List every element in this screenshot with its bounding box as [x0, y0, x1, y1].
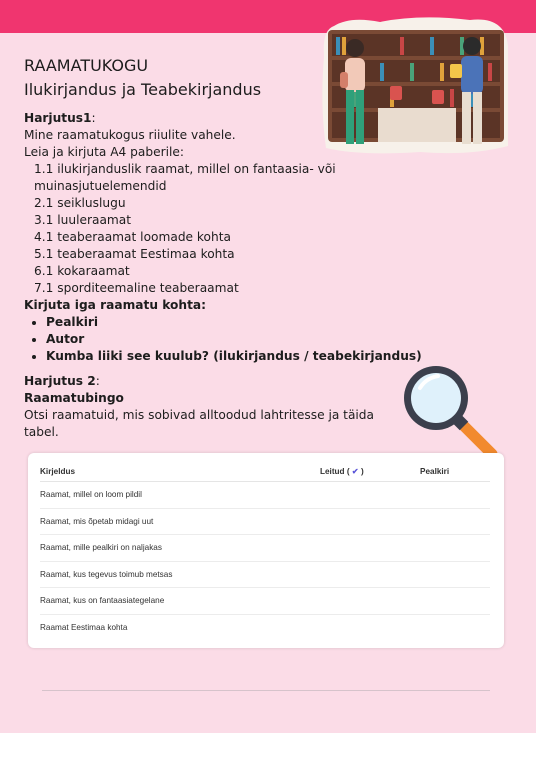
row-description: Raamat, kus on fantaasiategelane: [40, 588, 320, 615]
field-item: • Autor: [46, 331, 444, 348]
exercise-1-instruction: Kirjuta iga raamatu kohta:: [24, 298, 207, 312]
exercise-2-instruction: Otsi raamatuid, mis sobivad alltoodud lahtritesse ja täida tabel.: [24, 408, 375, 439]
title-cell[interactable]: [420, 561, 490, 588]
task-item: 4.1 teaberaamat loomade kohta: [34, 230, 231, 244]
task-list: [24, 161, 444, 297]
title-cell[interactable]: [420, 482, 490, 509]
title-cell[interactable]: [420, 588, 490, 615]
table-row: [40, 588, 490, 615]
checkmark-icon: ✔: [351, 467, 359, 476]
page-title: RAAMATUKOGU: [24, 56, 149, 75]
row-description: Raamat Eestimaa kohta: [40, 622, 128, 632]
table-row: [40, 535, 490, 562]
row-description: Raamat, kus tegevus toimub metsas: [40, 561, 320, 588]
exercise-1-intro-1: Mine raamatukogus riiulite vahele.: [24, 128, 236, 142]
exercise-2-name: Raamatubingo: [24, 391, 124, 405]
bingo-table: [40, 461, 490, 640]
field-item: • Kumba liiki see kuulub? (ilukirjandus / teabekirjandus): [46, 348, 444, 365]
task-item: 1.1 ilukirjanduslik raamat, millel on fantaasia- või muinasjutuelemendid: [34, 162, 336, 193]
column-header-title: Pealkiri: [420, 461, 490, 482]
exercise-1-intro-2: Leia ja kirjuta A4 paberile:: [24, 145, 185, 159]
found-cell[interactable]: [320, 614, 420, 640]
title-cell[interactable]: [420, 614, 490, 640]
task-item: 6.1 kokaraamat: [34, 264, 130, 278]
table-row: [40, 561, 490, 588]
found-cell[interactable]: [320, 508, 420, 535]
row-description: Raamat, millel on loom pildil: [40, 482, 320, 509]
table-row: [40, 482, 490, 509]
task-item: 5.1 teaberaamat Eestimaa kohta: [34, 247, 235, 261]
page-subtitle: Ilukirjandus ja Teabekirjandus: [24, 80, 262, 99]
field-item: • Pealkiri: [46, 314, 444, 331]
table-row: [40, 614, 490, 640]
title-cell[interactable]: [420, 508, 490, 535]
found-cell[interactable]: [320, 482, 420, 509]
exercise-2-heading: Harjutus 2: [24, 374, 96, 388]
row-description: Raamat, mille pealkiri on naljakas: [40, 535, 320, 562]
column-header-description: Kirjeldus: [40, 461, 320, 482]
found-header-label: Leitud (: [320, 467, 350, 476]
bingo-card: [28, 453, 504, 648]
table-header-row: [40, 461, 490, 482]
table-row: [40, 508, 490, 535]
found-cell[interactable]: [320, 535, 420, 562]
task-item: 2.1 seikluslugu: [34, 196, 126, 210]
field-list: [24, 314, 444, 365]
exercise-2-heading-colon: :: [95, 374, 100, 388]
task-item: 7.1 sporditeemaline teaberaamat: [34, 281, 239, 295]
found-header-close: ): [361, 467, 364, 476]
exercise-1: [24, 110, 444, 365]
row-description: Raamat, mis õpetab midagi uut: [40, 508, 320, 535]
exercise-1-heading: Harjutus1: [24, 111, 92, 125]
bottom-divider: [42, 690, 490, 691]
title-cell[interactable]: [420, 535, 490, 562]
magnifying-glass-icon: [398, 360, 502, 464]
found-cell[interactable]: [320, 561, 420, 588]
task-item: 3.1 luuleraamat: [34, 213, 132, 227]
exercise-1-heading-colon: :: [91, 111, 96, 125]
found-cell[interactable]: [320, 588, 420, 615]
exercise-2: [24, 373, 404, 441]
column-header-found: [320, 461, 420, 482]
